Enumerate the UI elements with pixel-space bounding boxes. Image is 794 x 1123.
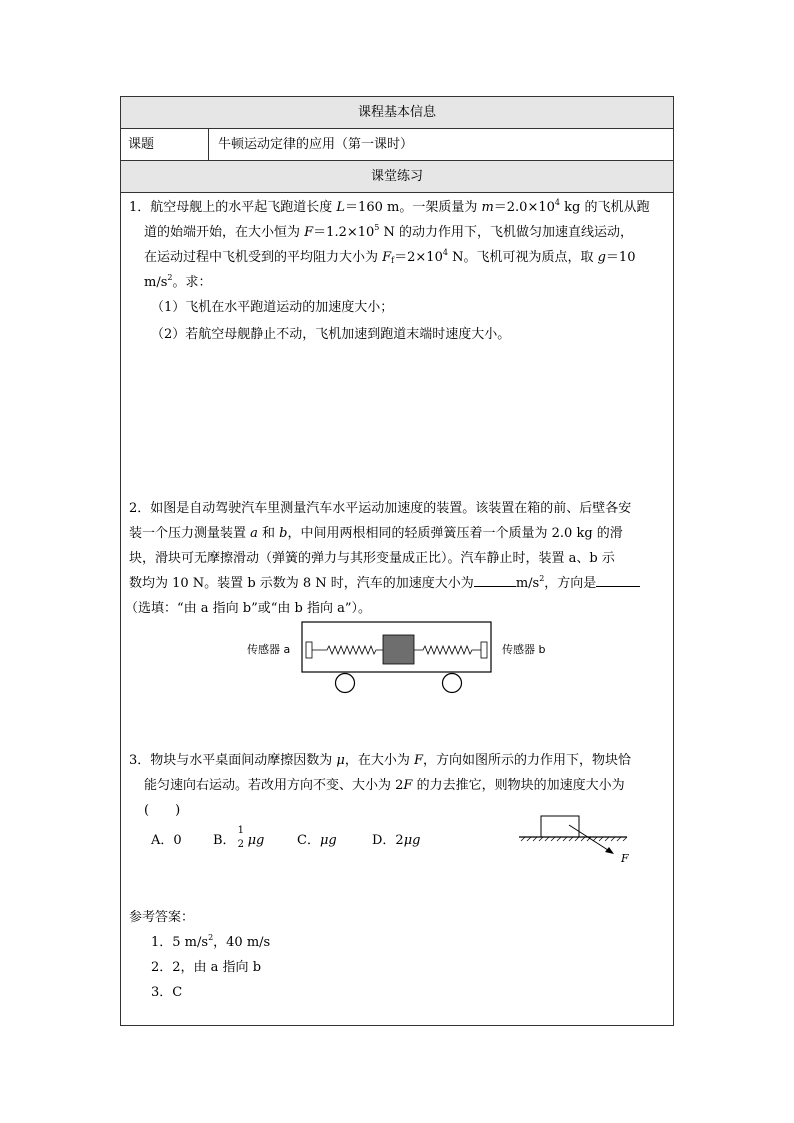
q1-line1: 1．航空母舰上的水平起飞跑道长度 L＝160 m。一架质量为 $m=2.0\times 10^4$ kg 的飞机从跑 bbox=[129, 198, 650, 215]
answer-3: 3．C bbox=[151, 985, 183, 1000]
block-force-diagram bbox=[517, 811, 635, 867]
q2-line1: 2．如图是自动驾驶汽车里测量汽车水平运动加速度的装置。该装置在箱的前、后壁各安 bbox=[129, 501, 632, 516]
q2-line2: 装一个压力测量装置 a 和 b，中间用两根相同的轻质弹簧压着一个质量为 2.0 kg 的滑 bbox=[129, 526, 623, 541]
option-b[interactable]: B． 1 2 μg bbox=[213, 825, 265, 850]
accelerometer-box-diagram bbox=[301, 621, 497, 695]
topic-value: 牛顿运动定律的应用（第一课时） bbox=[218, 137, 414, 152]
fraction-one-half: 1 2 bbox=[237, 825, 244, 850]
force-label: F bbox=[621, 852, 629, 865]
sensor-b-label: 传感器 b bbox=[502, 643, 546, 656]
option-d[interactable]: D．2μg bbox=[372, 833, 421, 848]
answer-1: 1．5 $m/s^2$，40 m/s bbox=[151, 933, 271, 950]
course-info-header: 课程基本信息 bbox=[121, 97, 673, 129]
answer-2: 2．2，由 a 指向 b bbox=[151, 960, 262, 975]
answer-blank-1[interactable] bbox=[474, 572, 516, 587]
option-a[interactable]: A．0 bbox=[151, 833, 182, 848]
q3-line3: ( ) bbox=[144, 803, 181, 818]
answer-blank-2[interactable] bbox=[596, 572, 640, 587]
q1-line3: 在运动过程中飞机受到的平均阻力大小为 $F_f=2\times 10^4$ N。飞机可视为质点，取 g＝10 bbox=[144, 248, 636, 265]
answers-title: 参考答案： bbox=[129, 910, 195, 925]
exercise-header: 课堂练习 bbox=[121, 161, 673, 193]
q2-line5: （选填：“由 a 指向 b”或“由 b 指向 a”）。 bbox=[125, 601, 372, 616]
q3-line2: 能匀速向右运动。若改用方向不变、大小为 2F 的力去推它，则物块的加速度大小为 bbox=[144, 778, 625, 793]
q1-line4: $m/s^2$。求： bbox=[144, 273, 212, 290]
lesson-table bbox=[120, 96, 674, 1026]
q2-line3: 块，滑块可无摩擦滑动（弹簧的弹力与其形变量成正比）。汽车静止时，装置 a、b 示 bbox=[129, 551, 615, 566]
q3-line1: 3．物块与水平桌面间动摩擦因数为 μ，在大小为 F，方向如图所示的力作用下，物块恰 bbox=[129, 753, 632, 768]
topic-row bbox=[121, 129, 673, 161]
q1-sub1: （1）飞机在水平跑道运动的加速度大小； bbox=[151, 300, 394, 315]
option-c[interactable]: C．μg bbox=[297, 833, 337, 848]
exercise-body bbox=[121, 193, 673, 1025]
sensor-a-label: 传感器 a bbox=[247, 643, 291, 656]
q1-line2: 道的始端开始，在大小恒为 $F=1.2\times 10^5$ N 的动力作用下，飞机做匀加速直线运动， bbox=[144, 223, 634, 240]
q1-sub2: （2）若航空母舰静止不动，飞机加速到跑道末端时速度大小。 bbox=[151, 327, 511, 342]
q2-line4: 数均为 10 N。装置 b 示数为 8 N 时，汽车的加速度大小为 $m/s^2$，方向是 bbox=[129, 572, 640, 596]
topic-label: 课题 bbox=[121, 129, 209, 160]
